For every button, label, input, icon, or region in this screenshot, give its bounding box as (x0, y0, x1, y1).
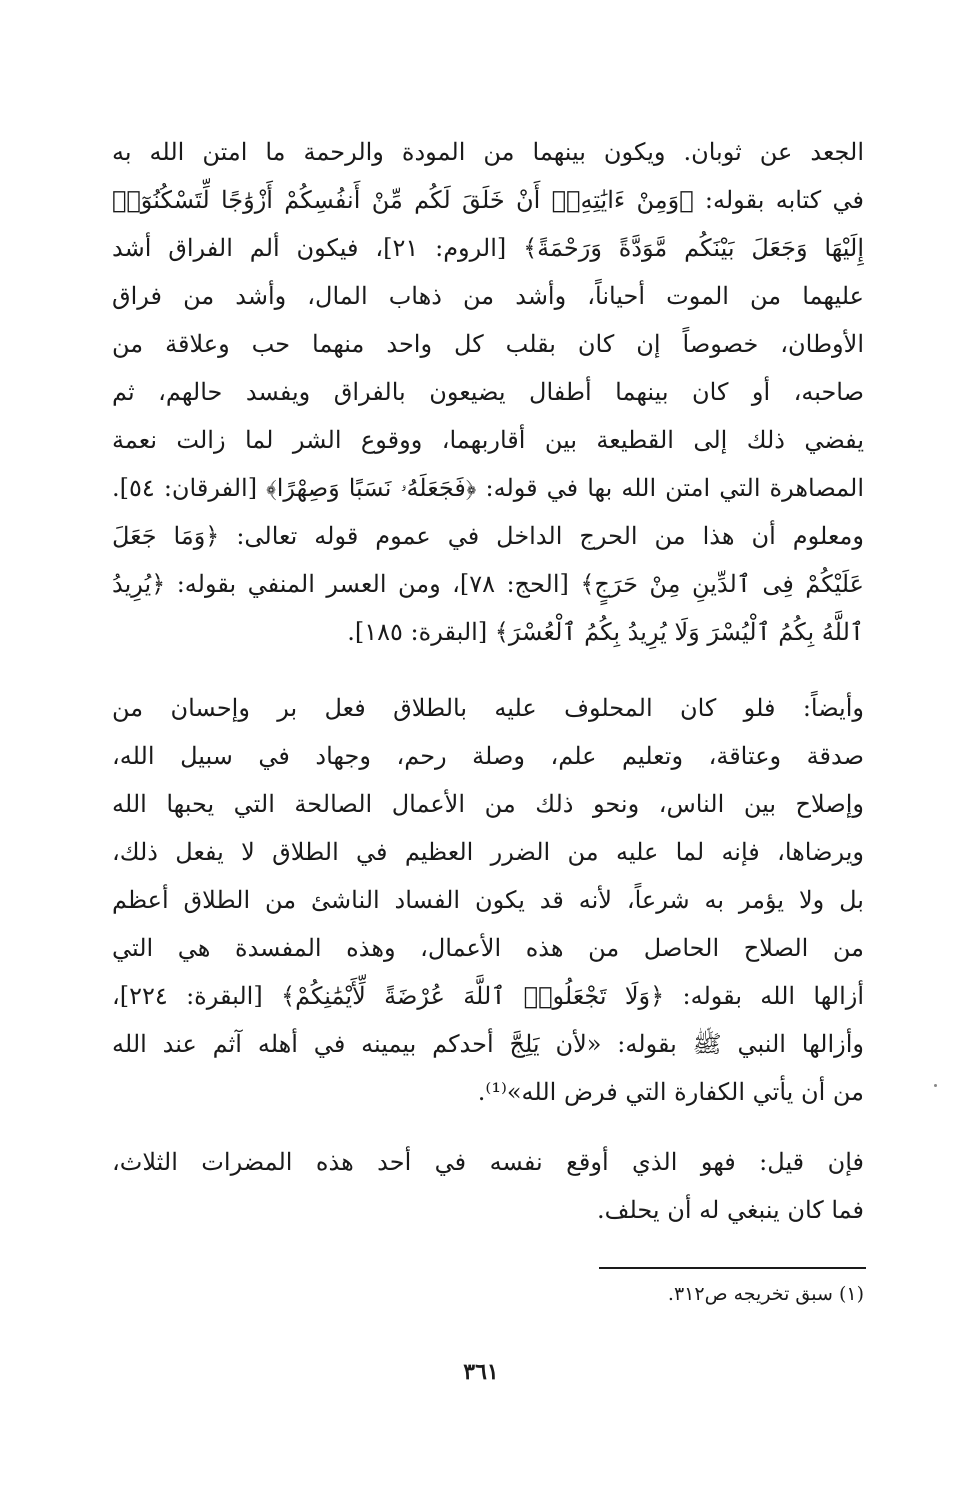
text-line: من أن يأتي الكفارة التي فرض الله»⁽¹⁾. (477, 1078, 864, 1106)
text-line: الجعد عن ثوبان. ويكون بينهما من المودة والرحمة ما امتن الله به (112, 138, 864, 166)
text-line: ٱللَّهُ بِكُمُ ٱلْيُسْرَ وَلَا يُرِيدُ بِكُمُ ٱلْعُسْرَ﴾ [البقرة: ١٨٥]. (347, 618, 864, 646)
text-line: أزالها الله بقوله: ﴿وَلَا تَجْعَلُوا۟ ٱللَّهَ عُرْضَةً لِّأَيْمَٰنِكُمْ﴾ [البقرة: ٢٢٤]، (112, 982, 864, 1010)
text-line: فما كان ينبغي له أن يحلف. (597, 1196, 864, 1224)
text-line: وإصلاح بين الناس، ونحو ذلك من الأعمال الصالحة التي يحبها الله (112, 790, 864, 818)
scan-speck (934, 1084, 937, 1087)
footnote: (١) سبق تخريجه ص٣١٢. (667, 1283, 864, 1305)
page-number: ٣٦١ (463, 1359, 499, 1385)
paragraph-2 (112, 684, 864, 1116)
text-line: وأزالها النبي ﷺ بقوله: «لأن يَلِجَّ أحدكم بيمينه في أهله آثم عند الله (112, 1030, 864, 1058)
text-line: صاحبه، أو كان بينهما أطفال يضيعون بالفراق ويفسد حالهم، ثم (112, 378, 864, 406)
text-line: إِلَيْهَا وَجَعَلَ بَيْنَكُم مَّوَدَّةً وَرَحْمَةً﴾ [الروم: ٢١]، فيكون ألم الفراق أشد (112, 234, 864, 262)
text-line: الأوطان، خصوصاً إن كان بقلب كل واحد منهما حب وعلاقة من (112, 330, 864, 358)
text-line: بل ولا يؤمر به شرعاً، لأنه قد يكون الفساد الناشئ من الطلاق أعظم (112, 886, 864, 914)
text-line: عليهما من الموت أحياناً، وأشد من ذهاب المال، وأشد من فراق (112, 282, 864, 310)
text-line: في كتابه بقوله: ﴿وَمِنْ ءَايَٰتِهِۦٓ أَنْ خَلَقَ لَكُم مِّنْ أَنفُسِكُمْ أَزْوَٰجًا لِّتَسْكُنُوٓا۟ (112, 186, 864, 214)
paragraph-1 (112, 128, 864, 656)
text-line: يفضي ذلك إلى القطيعة بين أقاربهما، ووقوع الشر لما زالت نعمة (112, 426, 864, 454)
text-line: عَلَيْكُمْ فِى ٱلدِّينِ مِنْ حَرَجٍ﴾ [الحج: ٧٨]، ومن العسر المنفي بقوله: ﴿يُرِيدُ (112, 570, 864, 598)
text-line: من الصلاح الحاصل من هذه الأعمال، وهذه المفسدة هي التي (112, 934, 864, 962)
text-line: المصاهرة التي امتن الله بها في قوله: ﴿فَجَعَلَهُۥ نَسَبًا وَصِهْرًا﴾ [الفرقان: ٥٤]. (112, 474, 864, 502)
text-line: وأيضاً: فلو كان المحلوف عليه بالطلاق فعل بر وإحسان من (112, 694, 864, 722)
text-line: صدقة وعتاقة، وتعليم علم، وصلة رحم، وجهاد في سبيل الله، (112, 742, 864, 770)
paragraph-3 (112, 1138, 864, 1234)
text-line: ويرضاها، فإنه لما عليه من الضرر العظيم في الطلاق لا يفعل ذلك، (112, 838, 864, 866)
footnote-separator (599, 1267, 866, 1269)
text-line: فإن قيل: فهو الذي أوقع نفسه في أحد هذه المضرات الثلاث، (112, 1148, 864, 1176)
text-line: ومعلوم أن هذا من الحرج الداخل في عموم قوله تعالى: ﴿وَمَا جَعَلَ (112, 522, 864, 550)
